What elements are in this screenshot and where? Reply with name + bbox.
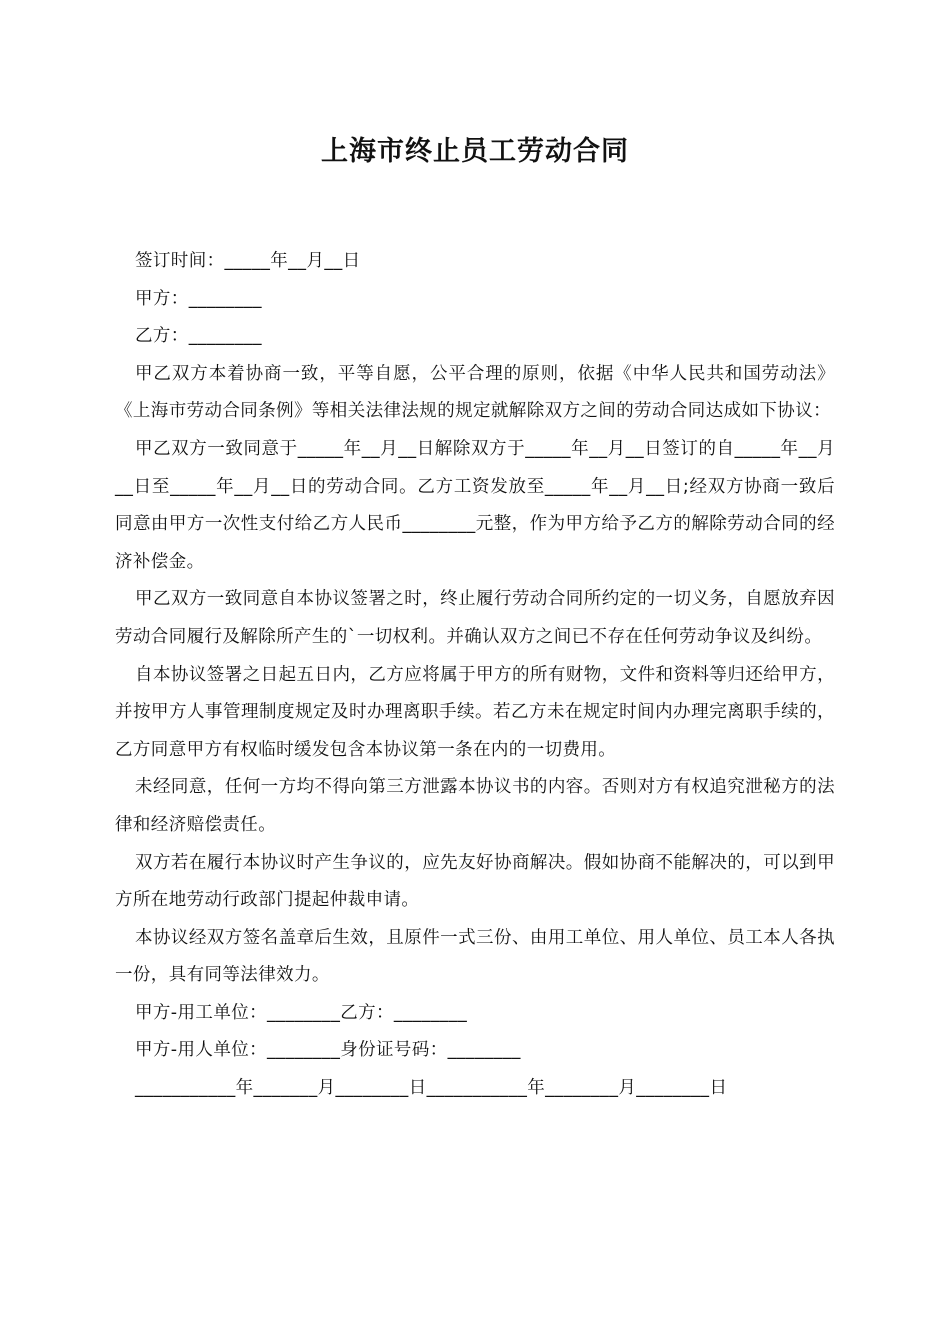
paragraph-waiver: 甲乙双方一致同意自本协议签署之时，终止履行劳动合同所约定的一切义务，自愿放弃因劳动合同履行及解除所产生的`一切权利。并确认双方之间已不存在任何劳动争议及纠纷。 [115, 589, 835, 647]
signature-line-hiring-unit: 甲方-用人单位：________身份证号码：________ [135, 1040, 521, 1061]
paragraph-confidentiality: 未经同意，任何一方均不得向第三方泄露本协议书的内容。否则对方有权追究泄秘方的法律和经济赔偿责任。 [115, 777, 835, 835]
party-a-line: 甲方：________ [135, 288, 262, 309]
document-title: 上海市终止员工劳动合同 [321, 136, 629, 167]
paragraph-termination-terms: 甲乙双方一致同意于_____年__月__日解除双方于_____年__月__日签订的自_____年__月__日至_____年__月__日的劳动合同。乙方工资发放至_____年__月__日;经双方协商一致后同意由甲方一次性支付给乙方人民币________元整，作为甲方给予乙方的解除劳动合同的经济补偿金。 [115, 438, 835, 572]
paragraph-preamble: 甲乙双方本着协商一致，平等自愿，公平合理的原则，依据《中华人民共和国劳动法》《上海市劳动合同条例》等相关法律法规的规定就解除双方之间的劳动合同达成如下协议： [115, 363, 835, 422]
document-body [115, 243, 835, 1108]
signature-line-employer: 甲方-用工单位：________乙方：________ [135, 1002, 468, 1023]
date-line: ___________年_______月________日___________年________月________日 [135, 1078, 728, 1099]
paragraph-dispute: 双方若在履行本协议时产生争议的，应先友好协商解决。假如协商不能解决的，可以到甲方所在地劳动行政部门提起仲裁申请。 [115, 852, 835, 911]
sign-time-line: 签订时间：_____年__月__日 [135, 251, 361, 271]
paragraph-handover: 自本协议签署之日起五日内，乙方应将属于甲方的所有财物，文件和资料等归还给甲方，并按甲方人事管理制度规定及时办理离职手续。若乙方未在规定时间内办理完离职手续的，乙方同意甲方有权临时缓发包含本协议第一条在内的一切费用。 [115, 664, 835, 760]
paragraph-effectiveness: 本协议经双方签名盖章后生效，且原件一式三份、由用工单位、用人单位、员工本人各执一份，具有同等法律效力。 [115, 927, 835, 986]
party-b-line: 乙方：________ [135, 326, 262, 347]
